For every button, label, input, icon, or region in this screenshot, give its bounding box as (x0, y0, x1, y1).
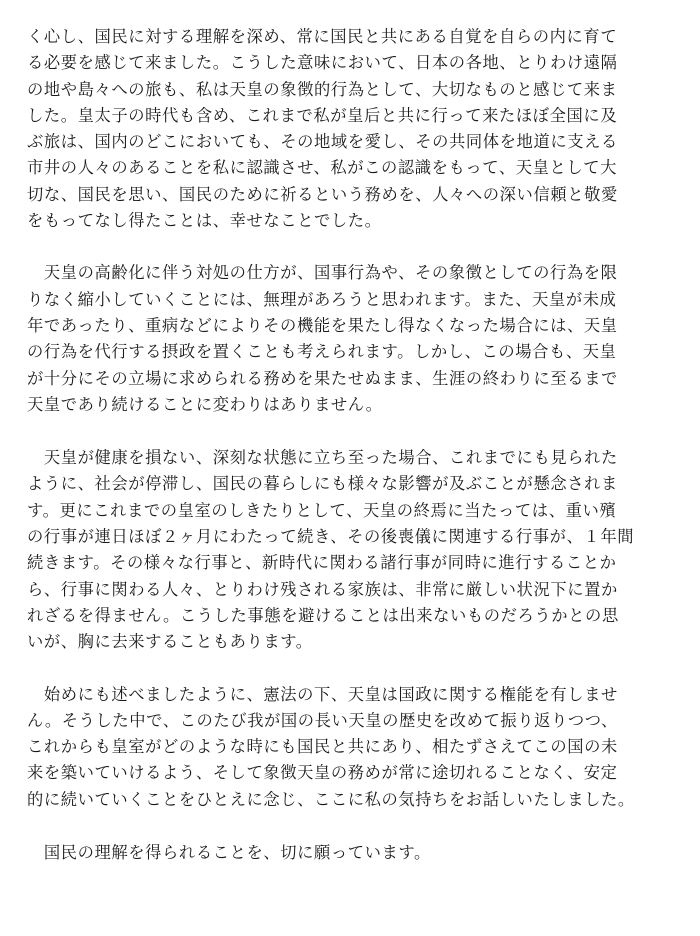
text-line: く心し、国民に対する理解を深め、常に国民と共にある自覚を自らの内に育て (27, 27, 618, 46)
text-line: をもってなし得たことは、幸せなことでした。 (27, 211, 382, 231)
text-line: 国民の理解を得られることを、切に願っています。 (27, 843, 431, 863)
paragraph (27, 445, 686, 655)
document-body (27, 24, 686, 866)
text-line: の地や島々への旅も、私は天皇の象徴的行為として、大切なものと感じて来ま (27, 79, 618, 99)
text-line: す。更にこれまでの皇室のしきたりとして、天皇の終焉に当たっては、重い殯 (27, 500, 617, 520)
text-line: 来を築いていけるよう、そして象徴天皇の務めが常に途切れることなく、安定 (27, 763, 618, 783)
text-line: いが、胸に去来することもあります。 (27, 632, 313, 652)
text-line: 天皇の高齢化に伴う対処の仕方が、国事行為や、その象徴としての行為を限 (27, 263, 618, 283)
text-line: 続きます。その様々な行事と、新時代に関わる諸行事が同時に進行することか (27, 553, 617, 573)
text-line: 切な、国民を思い、国民のために祈るという務めを、人々への深い信頼と敬愛 (27, 184, 618, 204)
text-line: ん。そうした中で、このたび我が国の長い天皇の歴史を改めて振り返りつつ、 (27, 710, 618, 730)
text-line: 天皇であり続けることに変わりはありません。 (27, 394, 383, 414)
paragraph (27, 840, 686, 866)
text-line: る必要を感じて来ました。こうした意味において、日本の各地、とりわけ遠隔 (27, 53, 618, 73)
text-line: りなく縮小していくことには、無理があろうと思われます。また、天皇が未成 (27, 289, 617, 309)
paragraph (27, 682, 686, 813)
text-line: ら、行事に関わる人々、とりわけ残される家族は、非常に厳しい状況下に置か (27, 579, 618, 599)
text-line: 年であったり、重病などによりその機能を果たし得なくなった場合には、天皇 (27, 315, 618, 335)
text-line: した。皇太子の時代も含め、これまで私が皇后と共に行って来たほぼ全国に及 (27, 105, 618, 125)
text-line: ぶ旅は、国内のどこにおいても、その地域を愛し、その共同体を地道に支える (27, 132, 618, 152)
paragraph (27, 24, 686, 234)
text-line: 市井の人々のあることを私に認識させ、私がこの認識をもって、天皇として大 (27, 158, 618, 178)
text-line: の行事が連日ほぼ２ヶ月にわたって続き、その後喪儀に関連する行事が、１年間 (27, 527, 635, 547)
text-line: ように、社会が停滞し、国民の暮らしにも様々な影響が及ぶことが懸念されま (27, 474, 618, 494)
text-line: 始めにも述べましたように、憲法の下、天皇は国政に関する権能を有しませ (27, 684, 618, 704)
text-line: の行為を代行する摂政を置くことも考えられます。しかし、この場合も、天皇 (27, 342, 617, 362)
text-line: これからも皇室がどのような時にも国民と共にあり、相たずさえてこの国の未 (27, 737, 618, 757)
text-line: 天皇が健康を損ない、深刻な状態に立ち至った場合、これまでにも見られた (27, 448, 618, 468)
paragraph (27, 260, 686, 418)
text-line: 的に続いていくことをひとえに念じ、ここに私の気持ちをお話しいたしました。 (27, 789, 635, 809)
text-line: が十分にその立場に求められる務めを果たせぬまま、生涯の終わりに至るまで (27, 368, 618, 388)
text-line: れざるを得ません。こうした事態を避けることは出来ないものだろうかとの思 (27, 605, 619, 625)
